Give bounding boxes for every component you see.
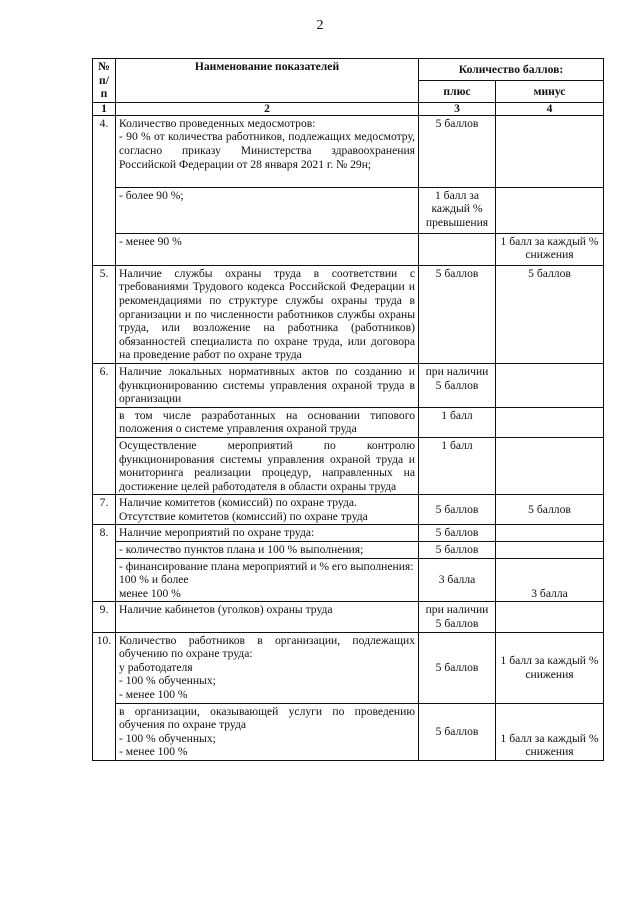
table-row [93,363,604,407]
index-cell: 1 [93,102,116,115]
plus-score: 3 балла [419,558,496,602]
row-text: Осуществление мероприятий по контролю функционирования системы управления охраной труда и мониторинга реализации процедур, направленных на достижение целей работодателя в области охраны труда [116,437,419,494]
header-plus: плюс [419,80,496,102]
row-number: 6. [93,363,116,494]
row-text: - более 90 %; [116,187,419,233]
minus-score [496,407,604,437]
table-row [93,437,604,494]
table-row [93,495,604,525]
row-text: - финансирование плана мероприятий и % его выполнения: 100 % и более менее 100 % [116,558,419,602]
minus-score: 1 балл за каждый % снижения [496,233,604,265]
row-text: Наличие комитетов (комиссий) по охране труда. Отсутствие комитетов (комиссий) по охране труда [116,495,419,525]
table-row [93,233,604,265]
row-text: в том числе разработанных на основании типового положения о системе управления охраной труда [116,407,419,437]
minus-score: 1 балл за каждый % снижения [496,632,604,703]
table-row [93,407,604,437]
table-row [93,558,604,602]
minus-score [496,115,604,187]
table-row [93,525,604,542]
row-text: Наличие мероприятий по охране труда: [116,525,419,542]
plus-score: 1 балл [419,437,496,494]
table-row [93,632,604,703]
table-row [93,542,604,559]
row-text: Наличие кабинетов (уголков) охраны труда [116,602,419,632]
row-text: Наличие службы охраны труда в соответствии с требованиями Трудового кодекса Российской Федерации и рекомендациями по структуре службы охраны труда в организации и по численности работников службы охраны труда, или возложение на работника (работников) обязанностей специалиста по охране труда, или договора на проведение работ по охране труда [116,265,419,363]
row-text: Количество работников в организации, подлежащих обучению по охране труда: у работодателя - 100 % обученных; - менее 100 % [116,632,419,703]
table-row [93,265,604,363]
table-row [93,703,604,760]
row-number: 7. [93,495,116,525]
row-text: - количество пунктов плана и 100 % выполнения; [116,542,419,559]
row-number: 4. [93,115,116,265]
minus-score [496,602,604,632]
plus-score: 5 баллов [419,265,496,363]
scoring-table [92,58,604,761]
plus-score: 5 баллов [419,495,496,525]
row-number: 10. [93,632,116,760]
plus-score: 1 балл [419,407,496,437]
page-number: 2 [316,18,324,33]
minus-score: 5 баллов [496,265,604,363]
header-minus: минус [496,80,604,102]
plus-score: при наличии 5 баллов [419,602,496,632]
table-row [93,187,604,233]
header-score: Количество баллов: [419,59,604,81]
plus-score [419,233,496,265]
minus-score [496,542,604,559]
index-cell: 4 [496,102,604,115]
minus-score [496,437,604,494]
table-row [93,602,604,632]
index-cell: 3 [419,102,496,115]
row-number: 9. [93,602,116,632]
header-row [93,59,604,81]
minus-score: 3 балла [496,558,604,602]
plus-score: 5 баллов [419,703,496,760]
plus-score: 1 балл за каждый % превышения [419,187,496,233]
minus-score [496,187,604,233]
plus-score: 5 баллов [419,525,496,542]
minus-score: 1 балл за каждый % снижения [496,703,604,760]
row-text: Наличие локальных нормативных актов по созданию и функционированию системы управления охраной труда в организации [116,363,419,407]
row-text: - менее 90 % [116,233,419,265]
row-text: в организации, оказывающей услуги по проведению обучения по охране труда - 100 % обученных; - менее 100 % [116,703,419,760]
table-row [93,115,604,187]
index-row [93,102,604,115]
index-cell: 2 [116,102,419,115]
row-number: 5. [93,265,116,363]
header-num: № п/п [93,59,116,103]
row-number: 8. [93,525,116,602]
minus-score: 5 баллов [496,495,604,525]
plus-score: 5 баллов [419,115,496,187]
plus-score: 5 баллов [419,542,496,559]
plus-score: при наличии 5 баллов [419,363,496,407]
header-name: Наименование показателей [116,59,419,103]
minus-score [496,525,604,542]
minus-score [496,363,604,407]
plus-score: 5 баллов [419,632,496,703]
row-text: Количество проведенных медосмотров: - 90 % от количества работников, подлежащих медосмотру, согласно приказу Министерства здравоохранения Российской Федерации от 28 января 2021 г. № 29н; [116,115,419,187]
